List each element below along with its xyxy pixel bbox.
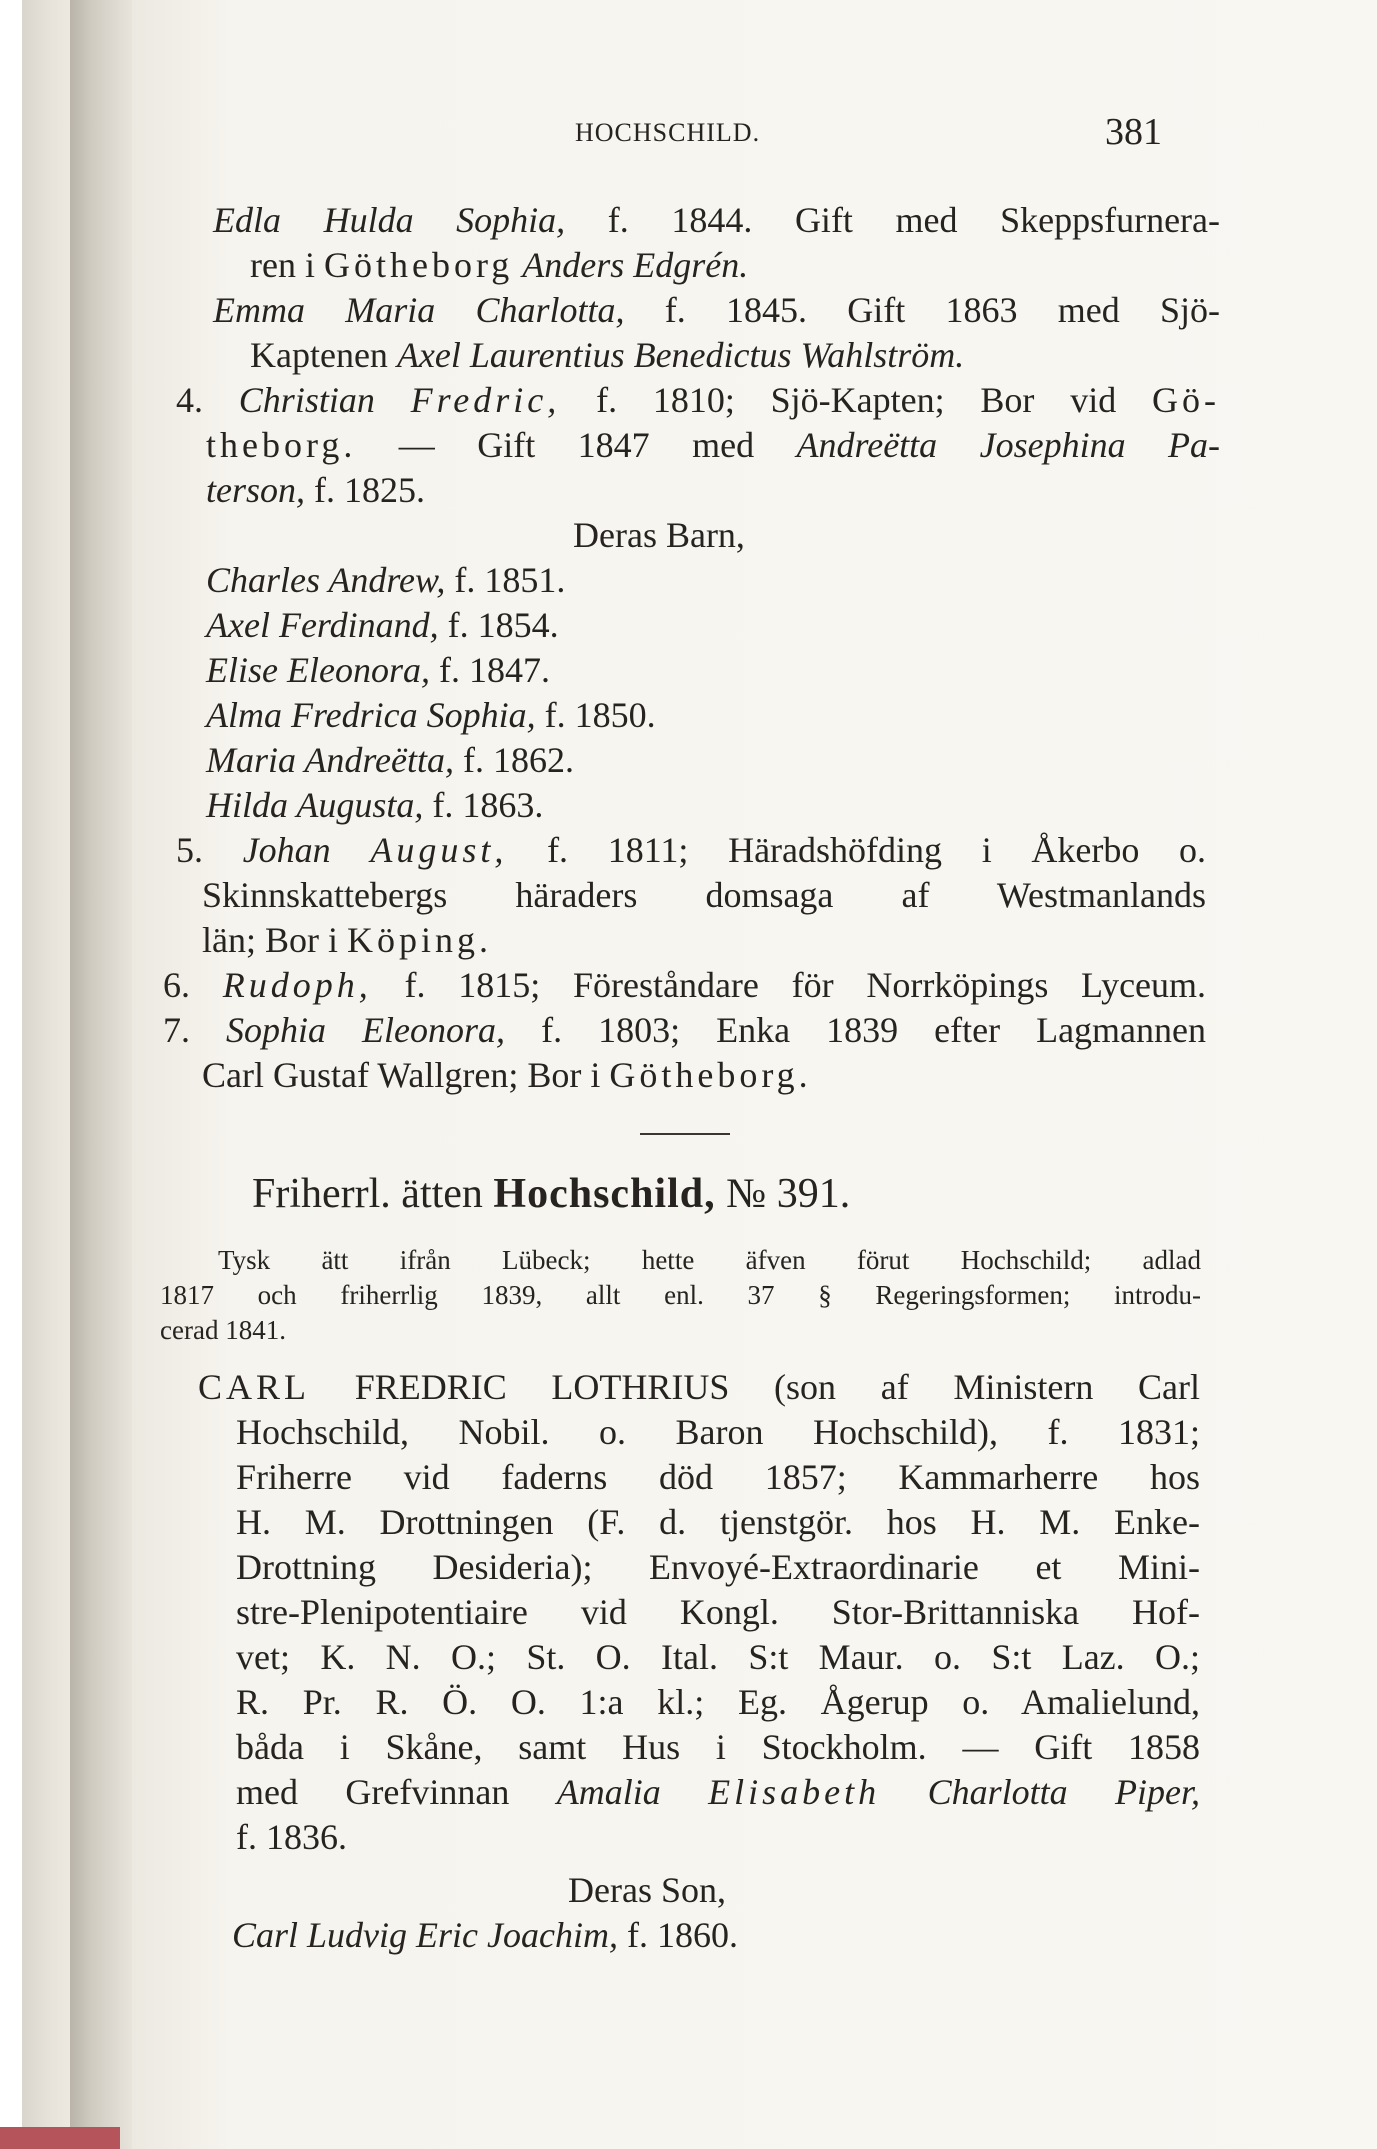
child-entry: Axel Ferdinand, f. 1854. <box>206 605 559 645</box>
section-divider <box>640 1133 730 1135</box>
entry-line: Skinnskattebergs häraders domsaga af Westmanlands <box>202 875 1206 915</box>
running-title: HOCHSCHILD. <box>575 118 761 147</box>
main-entry-line: Hochschild, Nobil. o. Baron Hochschild), f. 1831; <box>236 1412 1200 1452</box>
child-entry: Maria Andreëtta, f. 1862. <box>206 740 574 780</box>
main-entry-line: vet; K. N. O.; St. O. Ital. S:t Maur. o. S:t Laz. O.; <box>236 1637 1200 1677</box>
entry-line: län; Bor i Köping. <box>202 920 492 960</box>
child-entry: Carl Ludvig Eric Joachim, f. 1860. <box>232 1915 738 1955</box>
child-entry: Alma Fredrica Sophia, f. 1850. <box>206 695 656 735</box>
main-entry-line: CARL FREDRIC LOTHRIUS (son af Ministern Carl <box>198 1367 1201 1407</box>
child-entry: Charles Andrew, f. 1851. <box>206 560 566 600</box>
family-note-line: 1817 och friherrlig 1839, allt enl. 37 § Regeringsformen; introdu- <box>160 1280 1201 1310</box>
entry-line: Emma Maria Charlotta, f. 1845. Gift 1863 med Sjö- <box>213 290 1220 330</box>
main-entry-line: H. M. Drottningen (F. d. tjenstgör. hos H. M. Enke- <box>236 1502 1200 1542</box>
entry-line: Edla Hulda Sophia, f. 1844. Gift med Skeppsfurnera- <box>213 200 1221 240</box>
entry-line: 6. Rudoph, f. 1815; Föreståndare för Norrköpings Lyceum. <box>163 965 1207 1005</box>
main-entry-line: Friherre vid faderns död 1857; Kammarherre hos <box>236 1457 1200 1497</box>
main-entry-line: R. Pr. R. Ö. O. 1:a kl.; Eg. Ågerup o. Amalielund, <box>236 1682 1200 1722</box>
entry-line: 7. Sophia Eleonora, f. 1803; Enka 1839 efter Lagmannen <box>163 1010 1207 1050</box>
child-entry: Hilda Augusta, f. 1863. <box>206 785 544 825</box>
entry-line: Kaptenen Axel Laurentius Benedictus Wahlström. <box>250 335 965 375</box>
entry-line: 5. Johan August, f. 1811; Häradshöfding i Åkerbo o. <box>176 830 1207 870</box>
section-label: Deras Barn, <box>573 515 745 555</box>
entry-line: terson, f. 1825. <box>206 470 425 510</box>
family-heading: Friherrl. ätten Hochschild, № 391. <box>252 1171 851 1217</box>
family-note-line: Tysk ätt ifrån Lübeck; hette äfven förut Hochschild; adlad <box>218 1245 1201 1275</box>
entry-line: ren i Götheborg Anders Edgrén. <box>250 245 749 285</box>
entry-line: theborg. — Gift 1847 med Andreëtta Josephina Pa- <box>206 425 1221 465</box>
entry-line: 4. Christian Fredric, f. 1810; Sjö-Kapten; Bor vid Gö- <box>176 380 1221 420</box>
child-entry: Elise Eleonora, f. 1847. <box>206 650 550 690</box>
main-entry-line: Drottning Desideria); Envoyé-Extraordinarie et Mini- <box>236 1547 1200 1587</box>
main-entry-line: stre-Plenipotentiaire vid Kongl. Stor-Brittanniska Hof- <box>236 1592 1200 1632</box>
entry-line: Carl Gustaf Wallgren; Bor i Götheborg. <box>202 1055 812 1095</box>
page-number: 381 <box>1105 111 1162 153</box>
family-note-line: cerad 1841. <box>160 1315 286 1345</box>
main-entry-line: med Grefvinnan Amalia Elisabeth Charlotta Piper, <box>236 1772 1201 1812</box>
main-entry-line: båda i Skåne, samt Hus i Stockholm. — Gift 1858 <box>236 1727 1200 1767</box>
main-entry-line: f. 1836. <box>236 1817 347 1857</box>
section-label: Deras Son, <box>568 1870 726 1910</box>
